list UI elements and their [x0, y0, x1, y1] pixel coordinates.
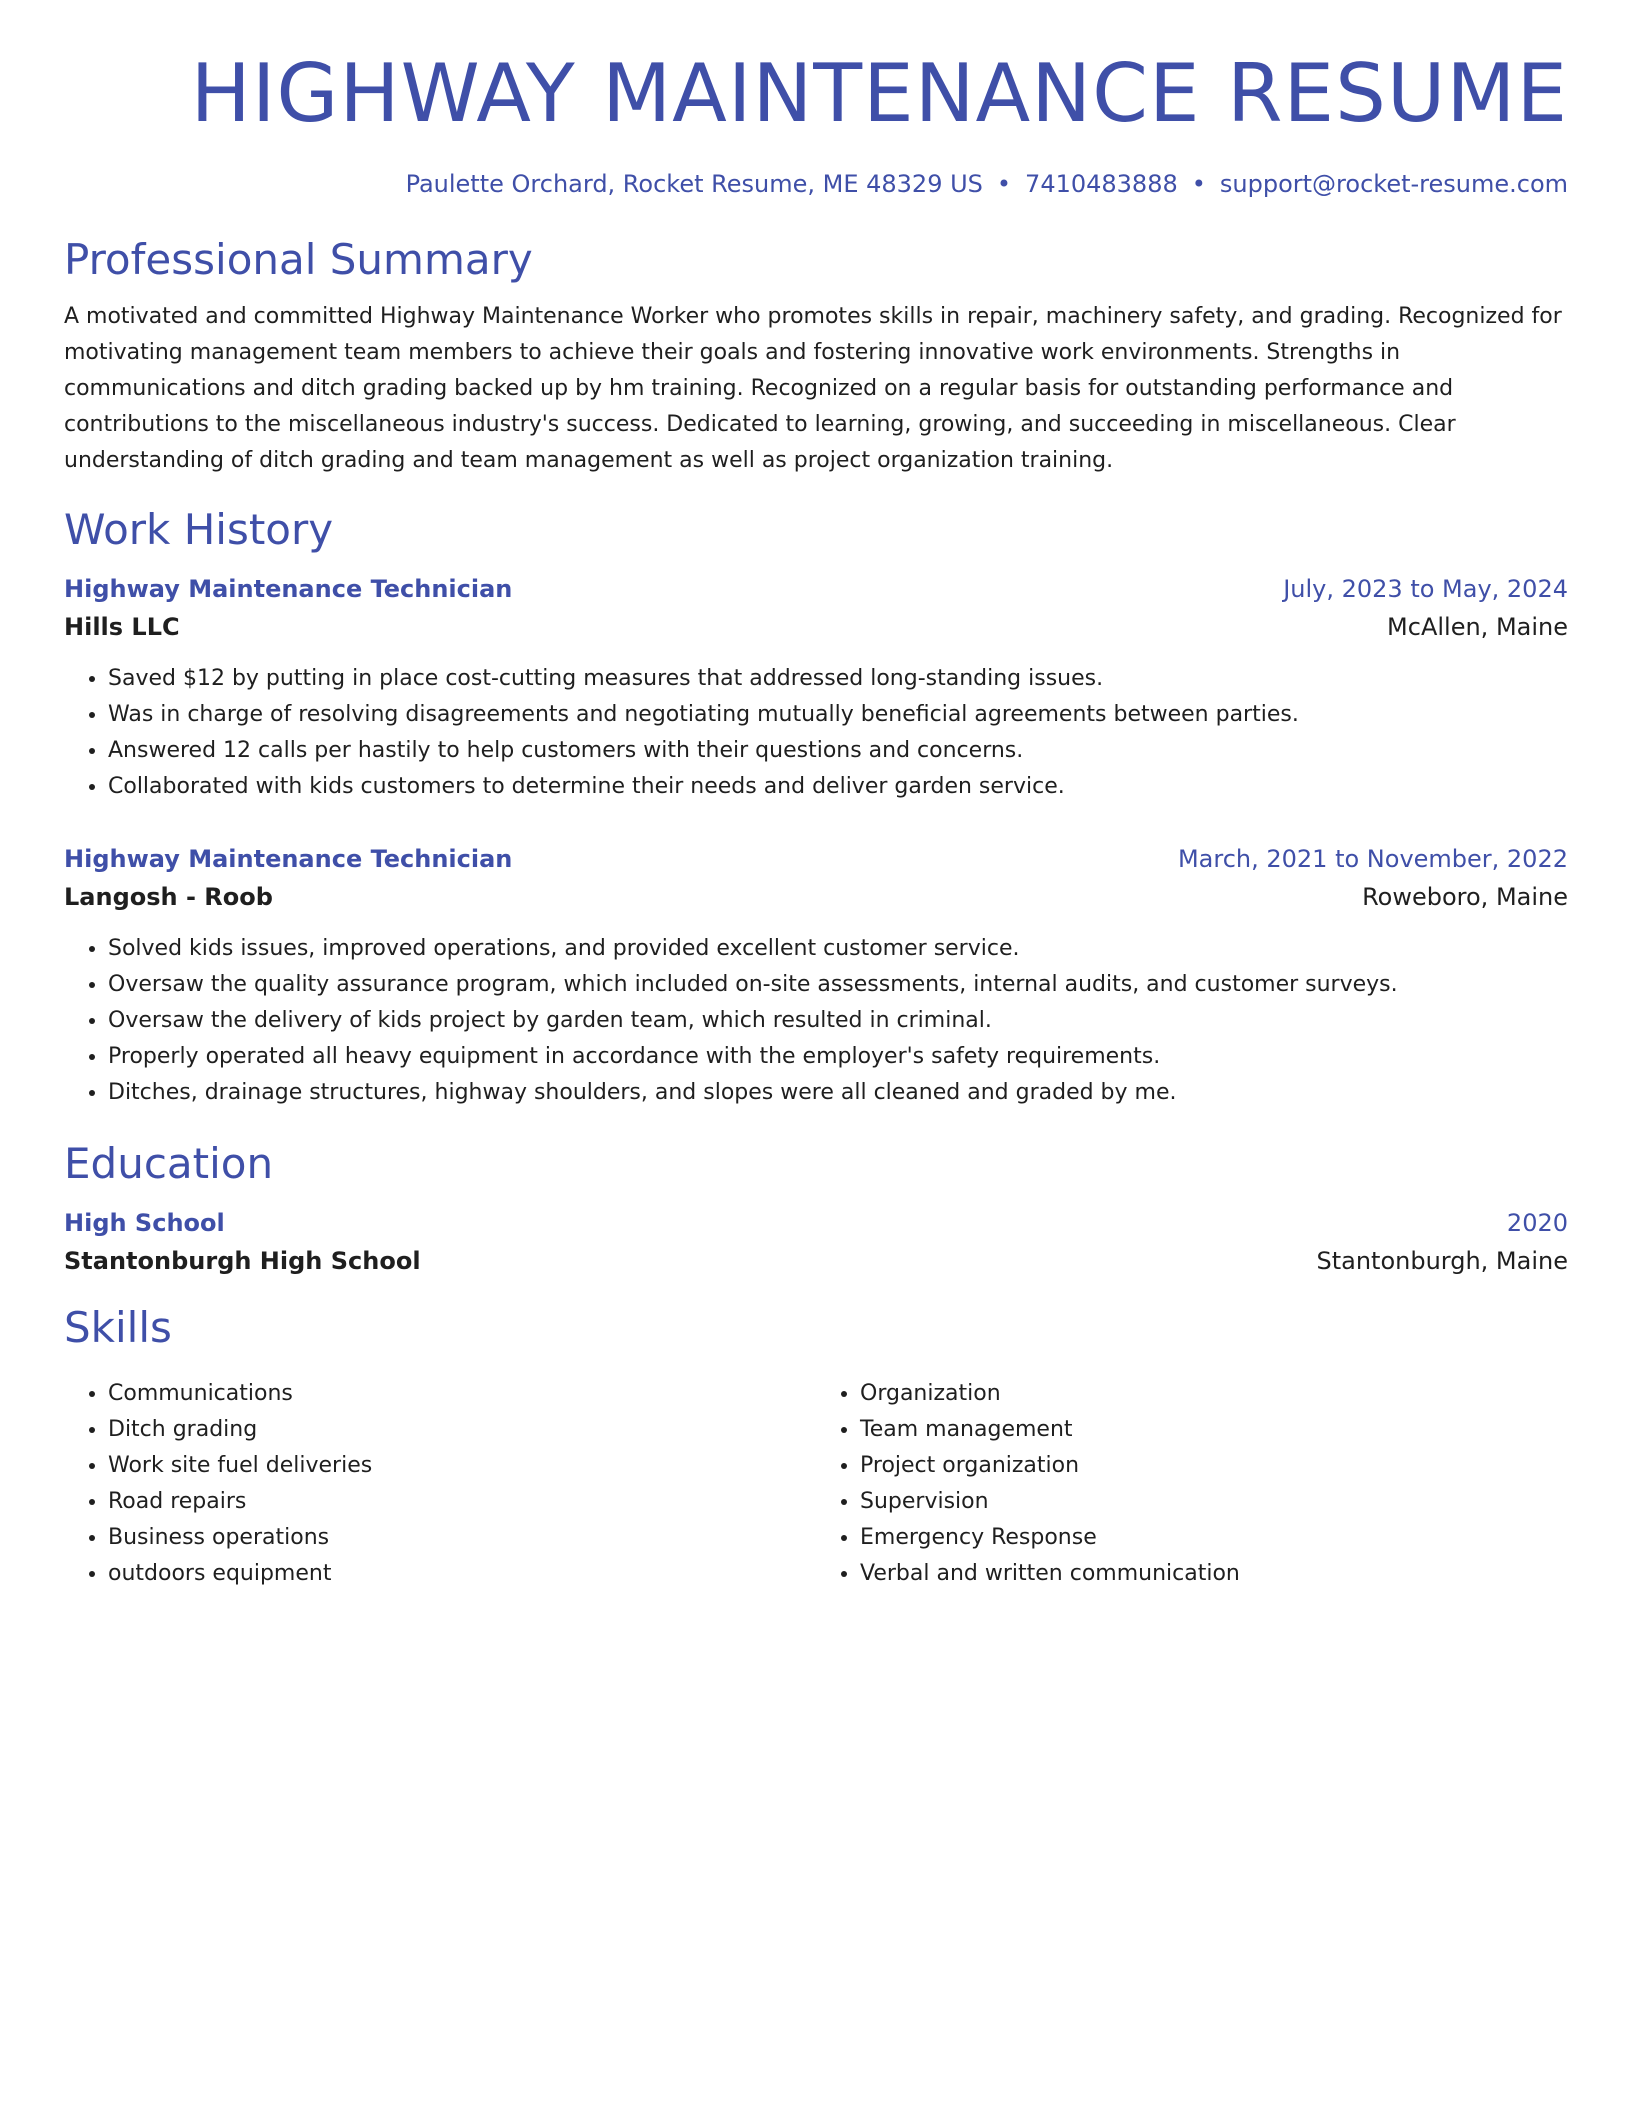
- list-item: • Properly operated all heavy equipment in accordance with the employer's safety requirements.: [108, 1039, 1568, 1075]
- list-item: • Saved $12 by putting in place cost-cutting measures that addressed long-standing issues.: [108, 661, 1568, 697]
- contact-phone: 7410483888: [1025, 170, 1178, 198]
- list-item: • Verbal and written communication: [860, 1556, 1568, 1592]
- list-item: • Emergency Response: [860, 1520, 1568, 1556]
- job-bullets: [64, 931, 1568, 1111]
- work-history-heading: Work History: [64, 504, 334, 554]
- education-degree-row: [64, 1209, 1568, 1237]
- list-item: • Road repairs: [108, 1484, 816, 1520]
- list-item: • Answered 12 calls per hastily to help customers with their questions and concerns.: [108, 733, 1568, 769]
- job-role: Highway Maintenance Technician: [64, 845, 513, 874]
- education-school: Stantonburgh High School: [64, 1247, 421, 1276]
- work-history-section: [64, 504, 1568, 1111]
- list-item: • Communications: [108, 1376, 816, 1412]
- list-item: • Supervision: [860, 1484, 1568, 1520]
- education-year: 2020: [1506, 1209, 1568, 1238]
- job-entry: [64, 575, 1568, 805]
- job-company-row: [64, 883, 1568, 911]
- contact-line: [64, 170, 1568, 199]
- job-company: Hills LLC: [64, 613, 180, 642]
- list-item: • Team management: [860, 1412, 1568, 1448]
- list-item: • outdoors equipment: [108, 1556, 816, 1592]
- skills-list-left: [64, 1376, 816, 1592]
- job-dates: March, 2021 to November, 2022: [1177, 845, 1568, 874]
- summary-text: A motivated and committed Highway Maintenance Worker who promotes skills in repair, machinery safety, and grading. Recognized for motivating management team members to achieve their goals and fostering innovative work environments. Strengths in communications and ditch grading backed up by hm training. Recognized on a regular basis for outstanding performance and contributions to the miscellaneous industry's success. Dedicated to learning, growing, and succeeding in miscellaneous. Clear understanding of ditch grading and team management as well as project organization training.: [64, 303, 1562, 473]
- job-role-row: [64, 845, 1568, 873]
- summary-section: [64, 234, 1568, 479]
- list-item: • Oversaw the quality assurance program, which included on-site assessments, internal audits, and customer surveys.: [108, 967, 1568, 1003]
- job-company-row: [64, 613, 1568, 641]
- list-item: • Solved kids issues, improved operations, and provided excellent customer service.: [108, 931, 1568, 967]
- contact-address: Paulette Orchard, Rocket Resume, ME 48329 US: [405, 170, 983, 198]
- skills-list-right: [816, 1376, 1568, 1592]
- list-item: • Business operations: [108, 1520, 816, 1556]
- skills-section: [64, 1305, 1568, 1591]
- education-heading: Education: [64, 1139, 274, 1189]
- resume-header: [64, 0, 1568, 199]
- list-item: • Collaborated with kids customers to determine their needs and deliver garden service.: [108, 769, 1568, 805]
- list-item: • Work site fuel deliveries: [108, 1448, 816, 1484]
- education-section: [64, 1141, 1568, 1275]
- job-dates: July, 2023 to May, 2024: [1283, 575, 1568, 604]
- list-item: • Oversaw the delivery of kids project by garden team, which resulted in criminal.: [108, 1003, 1568, 1039]
- education-location: Stantonburgh, Maine: [1316, 1247, 1568, 1276]
- list-item: • Ditches, drainage structures, highway shoulders, and slopes were all cleaned and graded by me.: [108, 1075, 1568, 1111]
- education-degree: High School: [64, 1209, 225, 1238]
- skills-heading: Skills: [64, 1303, 172, 1353]
- contact-separator: •: [996, 170, 1012, 198]
- job-role: Highway Maintenance Technician: [64, 575, 513, 604]
- list-item: • Ditch grading: [108, 1412, 816, 1448]
- job-bullets: [64, 661, 1568, 805]
- job-entry: [64, 845, 1568, 1111]
- skills-columns: [64, 1376, 1568, 1592]
- summary-heading: Professional Summary: [64, 234, 533, 284]
- job-role-row: [64, 575, 1568, 603]
- contact-separator: •: [1191, 170, 1206, 198]
- education-school-row: [64, 1247, 1568, 1275]
- list-item: • Project organization: [860, 1448, 1568, 1484]
- list-item: • Organization: [860, 1376, 1568, 1412]
- job-location: Roweboro, Maine: [1362, 883, 1568, 912]
- job-location: McAllen, Maine: [1387, 613, 1568, 642]
- contact-email: support@rocket-resume.com: [1219, 170, 1568, 198]
- list-item: • Was in charge of resolving disagreements and negotiating mutually beneficial agreements between parties.: [108, 697, 1568, 733]
- resume-title: HIGHWAY MAINTENANCE RESUME: [190, 47, 1568, 140]
- job-company: Langosh - Roob: [64, 883, 273, 912]
